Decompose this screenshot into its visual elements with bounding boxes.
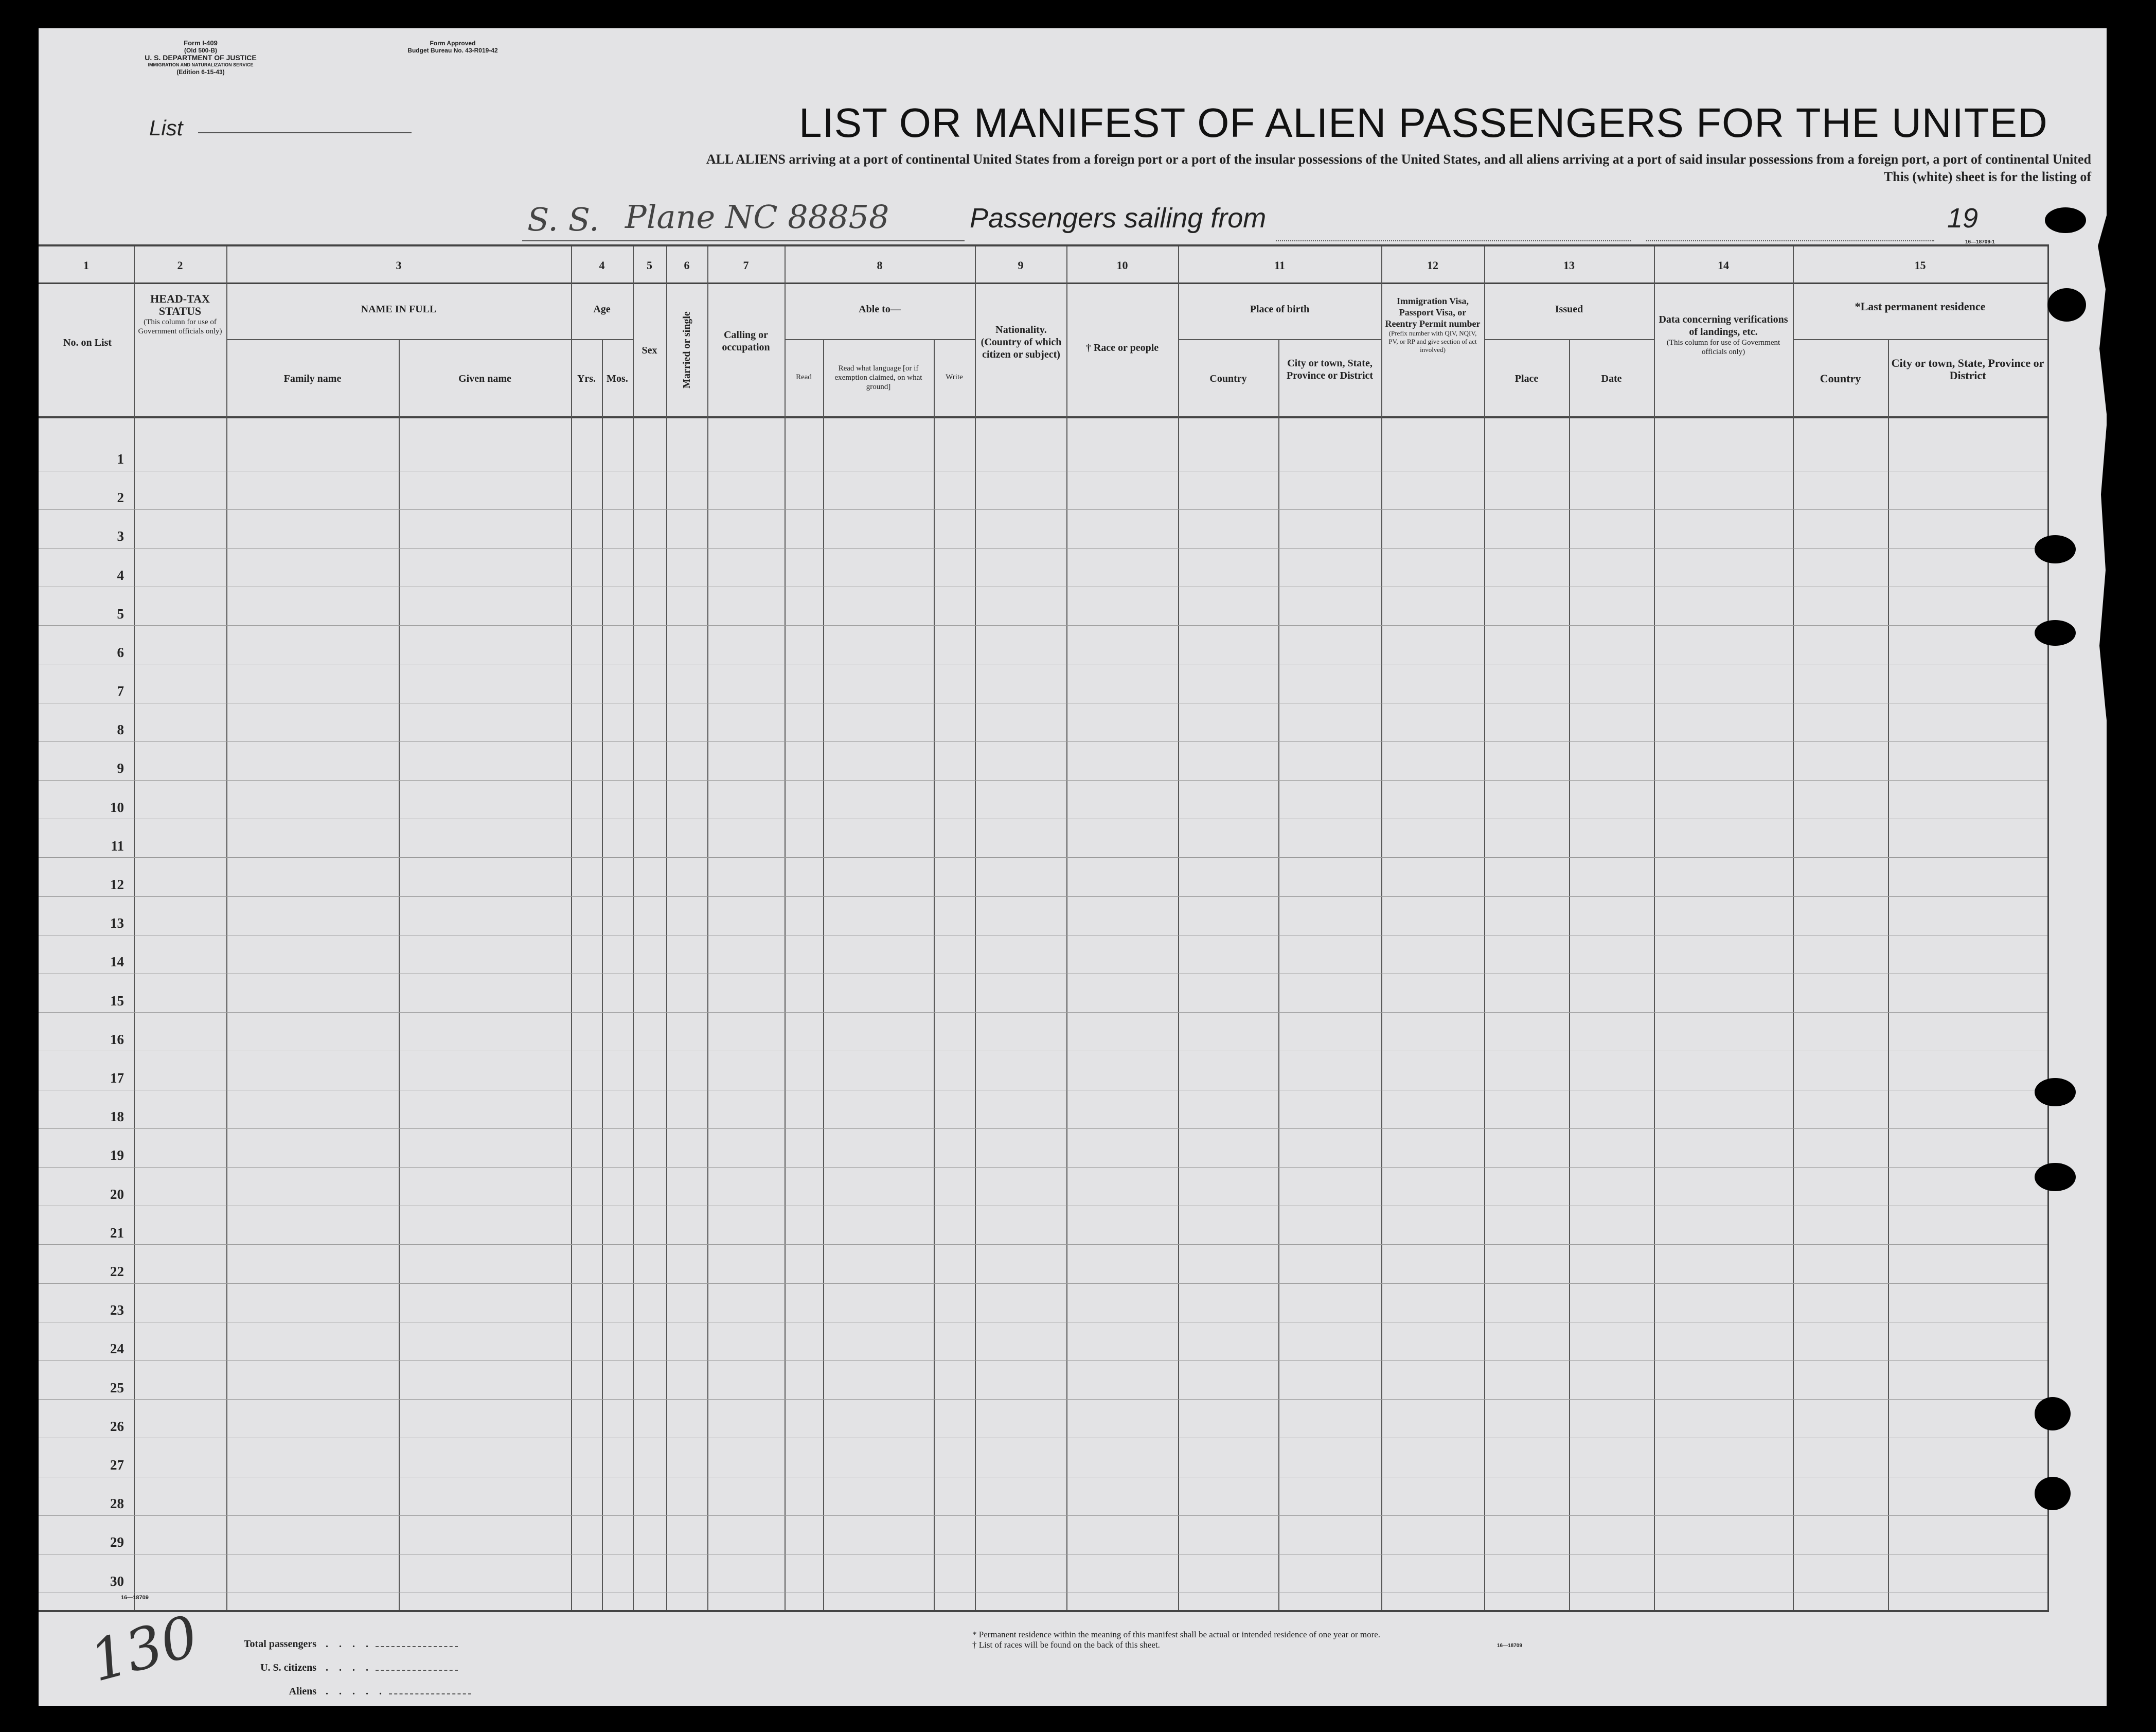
col-number: 1 bbox=[83, 259, 89, 272]
header-birth-city: City or town, State, Province or District bbox=[1286, 358, 1374, 381]
form-number: Form I-409 bbox=[184, 39, 218, 47]
row-rule bbox=[39, 1399, 2047, 1400]
row-number: 6 bbox=[117, 644, 124, 660]
header-age: Age bbox=[593, 304, 611, 315]
date-blank bbox=[1646, 240, 1934, 241]
total-passengers-label: Total passengers bbox=[244, 1638, 316, 1650]
row-number: 14 bbox=[110, 954, 124, 970]
ss-label: S. S. bbox=[527, 201, 599, 238]
row-number: 19 bbox=[110, 1147, 124, 1163]
approval-block bbox=[368, 40, 538, 54]
verifications-note: (This column for use of Government officials only) bbox=[1666, 339, 1780, 356]
col-number: 12 bbox=[1427, 259, 1438, 272]
col-number: 10 bbox=[1116, 259, 1128, 272]
col-number: 8 bbox=[877, 259, 883, 272]
header-family-name: Family name bbox=[283, 373, 342, 384]
subtitle-line-1: ALL ALIENS arriving at a port of continental United States from a foreign port or a port of the insular possessions of the United States, and all aliens arriving at a port of said insular possessions from a foreign port, a port of continental United bbox=[706, 152, 2091, 167]
ship-name-line bbox=[522, 240, 965, 241]
head-tax-note: (This column for use of Government officials only) bbox=[138, 318, 222, 335]
header-able-to: Able to— bbox=[859, 304, 901, 315]
col-number: 11 bbox=[1274, 259, 1285, 272]
row-rule bbox=[39, 780, 2047, 781]
header-read-language: Read what language [or if exemption claimed, on what ground] bbox=[834, 364, 922, 391]
binding-hole bbox=[2035, 620, 2076, 646]
header-married-or-single: Married or single bbox=[681, 311, 693, 388]
us-citizens-label: U. S. citizens bbox=[260, 1662, 316, 1673]
row-number: 23 bbox=[110, 1302, 124, 1318]
verifications-label: Data concerning verifications of landings, etc. bbox=[1659, 314, 1788, 338]
header-no-on-list: No. on List bbox=[63, 337, 112, 348]
nationality-label: Nationality. bbox=[995, 324, 1047, 335]
row-number: 12 bbox=[110, 877, 124, 893]
row-number: 17 bbox=[110, 1070, 124, 1086]
row-rule bbox=[39, 1360, 2047, 1361]
totals-block bbox=[213, 1630, 471, 1698]
col-number: 15 bbox=[1914, 259, 1926, 272]
binding-hole bbox=[2045, 207, 2086, 233]
budget-bureau-text: Budget Bureau No. 43-R019-42 bbox=[407, 47, 498, 54]
row-rule bbox=[39, 509, 2047, 510]
row-number: 24 bbox=[110, 1341, 124, 1357]
header-residence-country: Country bbox=[1820, 372, 1861, 385]
col-number: 9 bbox=[1018, 259, 1024, 272]
nationality-note: (Country of which citizen or subject) bbox=[981, 337, 1062, 360]
row-number: 30 bbox=[110, 1573, 124, 1589]
header-residence-city: City or town, State, Province or District bbox=[1891, 357, 2044, 382]
header-verifications bbox=[1656, 313, 1790, 357]
header-write: Write bbox=[946, 373, 963, 381]
document-title: LIST OR MANIFEST OF ALIEN PASSENGERS FOR THE UNITED bbox=[799, 100, 2048, 146]
row-number: 13 bbox=[110, 915, 124, 931]
col-number: 5 bbox=[647, 259, 652, 272]
row-rule bbox=[39, 1128, 2047, 1129]
year-prefix: 19 bbox=[1947, 203, 1979, 234]
binding-hole bbox=[2035, 1397, 2071, 1430]
row-number: 27 bbox=[110, 1457, 124, 1473]
visa-note: (Prefix number with QIV, NQIV, PV, or RP and give section of act involved) bbox=[1388, 329, 1477, 354]
row-number: 1 bbox=[117, 451, 124, 467]
sailing-from-blank bbox=[1276, 240, 1631, 241]
header-given-name: Given name bbox=[458, 373, 511, 384]
footnote-races: † List of races will be found on the back of this sheet. bbox=[972, 1640, 1160, 1650]
header-name-in-full: NAME IN FULL bbox=[361, 304, 437, 315]
footnote-residence: * Permanent residence within the meaning of this manifest shall be actual or intended residence of one year or more. bbox=[972, 1630, 1381, 1639]
binding-hole bbox=[2035, 535, 2076, 563]
header-last-residence: *Last permanent residence bbox=[1855, 300, 1986, 313]
header-head-tax bbox=[136, 293, 224, 336]
row-rule bbox=[39, 896, 2047, 897]
manifest-rows bbox=[39, 418, 2047, 1610]
aliens-line: Aliens . . . . . bbox=[213, 1674, 471, 1698]
col-number: 14 bbox=[1718, 259, 1729, 272]
row-number: 21 bbox=[110, 1225, 124, 1241]
print-code-right: 16—18709 bbox=[1497, 1643, 1522, 1649]
list-blank bbox=[198, 132, 412, 133]
able-subrule bbox=[785, 339, 975, 340]
binding-hole bbox=[2035, 1078, 2076, 1106]
ship-name: Plane NC 88858 bbox=[625, 198, 889, 236]
department-name: U. S. DEPARTMENT OF JUSTICE bbox=[145, 54, 257, 62]
row-number: 26 bbox=[110, 1418, 124, 1434]
row-number: 15 bbox=[110, 993, 124, 1009]
old-form-number: (Old 500-B) bbox=[184, 47, 217, 54]
header-calling: Calling or occupation bbox=[722, 329, 770, 353]
print-code-left: 16—18709 bbox=[121, 1595, 149, 1601]
row-number: 9 bbox=[117, 761, 124, 776]
aliens-label: Aliens bbox=[289, 1686, 316, 1697]
row-number: 10 bbox=[110, 799, 124, 815]
column-number-rule bbox=[39, 282, 2047, 284]
col-number: 4 bbox=[599, 259, 605, 272]
row-rule bbox=[39, 1244, 2047, 1245]
row-number: 8 bbox=[117, 722, 124, 738]
binding-hole bbox=[2047, 288, 2086, 322]
header-race: † Race or people bbox=[1085, 342, 1159, 354]
col-number: 2 bbox=[177, 259, 183, 272]
row-rule bbox=[39, 1012, 2047, 1013]
visa-label: Immigration Visa, Passport Visa, or Reentry Permit number bbox=[1385, 296, 1481, 329]
row-number: 18 bbox=[110, 1109, 124, 1125]
header-nationality bbox=[977, 324, 1065, 361]
row-number: 2 bbox=[117, 490, 124, 506]
manifest-sheet bbox=[39, 28, 2107, 1706]
form-info-block bbox=[134, 40, 268, 76]
form-approved-text: Form Approved bbox=[430, 40, 476, 47]
us-citizens-line: U. S. citizens . . . . bbox=[213, 1650, 471, 1674]
header-birth-country: Country bbox=[1209, 373, 1247, 384]
row-rule bbox=[39, 741, 2047, 742]
print-code-top-right: 16—18709-1 bbox=[1965, 239, 1995, 245]
row-number: 7 bbox=[117, 683, 124, 699]
header-visa bbox=[1384, 295, 1482, 354]
header-age-months: Mos. bbox=[607, 373, 628, 384]
header-age-years: Yrs. bbox=[577, 373, 596, 384]
row-rule bbox=[39, 1515, 2047, 1516]
birth-subrule bbox=[1178, 339, 1381, 340]
row-rule bbox=[39, 625, 2047, 626]
row-number: 28 bbox=[110, 1496, 124, 1512]
row-number: 5 bbox=[117, 606, 124, 622]
residence-subrule bbox=[1793, 339, 2047, 340]
row-number: 22 bbox=[110, 1264, 124, 1279]
row-rule bbox=[39, 548, 2047, 549]
row-number: 16 bbox=[110, 1031, 124, 1047]
binding-hole bbox=[2035, 1477, 2071, 1510]
header-sex: Sex bbox=[642, 345, 657, 356]
col-number: 6 bbox=[684, 259, 690, 272]
torn-edge bbox=[2089, 214, 2107, 754]
row-number: 3 bbox=[117, 528, 124, 544]
binding-hole bbox=[2035, 1163, 2076, 1191]
col-number: 3 bbox=[396, 259, 402, 272]
header-issued-place: Place bbox=[1514, 373, 1539, 384]
handwritten-number: 130 bbox=[83, 1603, 205, 1694]
row-number: 11 bbox=[111, 838, 124, 854]
header-issued: Issued bbox=[1555, 304, 1583, 315]
header-place-of-birth: Place of birth bbox=[1250, 304, 1310, 315]
service-name: IMMIGRATION AND NATURALIZATION SERVICE bbox=[148, 62, 254, 67]
sailing-from-label: Passengers sailing from bbox=[970, 203, 1267, 234]
row-rule bbox=[39, 1283, 2047, 1284]
row-number: 25 bbox=[110, 1380, 124, 1395]
row-rule bbox=[39, 857, 2047, 858]
total-passengers-line: Total passengers . . . . bbox=[213, 1630, 471, 1650]
header-issued-date: Date bbox=[1601, 373, 1622, 384]
manifest-table bbox=[39, 244, 2049, 1612]
row-rule bbox=[39, 1167, 2047, 1168]
col-number: 7 bbox=[743, 259, 749, 272]
row-number: 20 bbox=[110, 1186, 124, 1202]
col-number: 13 bbox=[1563, 259, 1575, 272]
footnotes bbox=[972, 1630, 1641, 1650]
list-label: List bbox=[149, 116, 183, 140]
head-tax-label: HEAD-TAX STATUS bbox=[150, 292, 210, 317]
subtitle-line-2: This (white) sheet is for the listing of bbox=[1883, 169, 2091, 184]
header-married-wrap bbox=[666, 284, 707, 416]
header-read: Read bbox=[796, 373, 812, 381]
row-number: 4 bbox=[117, 567, 124, 583]
row-number: 29 bbox=[110, 1534, 124, 1550]
edition-text: (Edition 6-15-43) bbox=[176, 68, 225, 76]
